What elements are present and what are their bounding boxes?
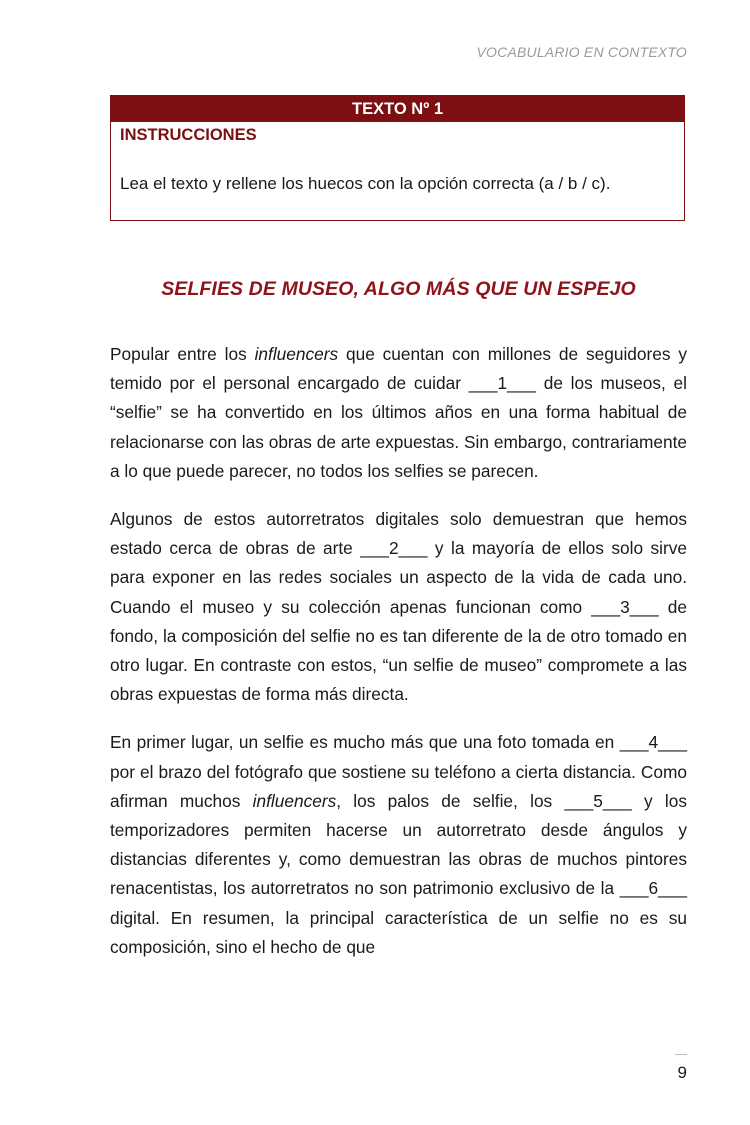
paragraph-segment: Algunos de estos autorretratos digitales solo demuestran que hemos estado cerca de obras de arte ___2___ y la mayoría de ellos solo sirve para exponer en las redes sociales un aspecto de la vida de cada uno. Cuando el museo y su colección apenas funcionan como ___3___ de fondo, la composición del selfie no es tan diferente de la de otro tomado en otro lugar. En contraste con estos, “un selfie de museo” compromete a las obras expuestas de forma más directa. [110, 509, 687, 705]
article-paragraph [110, 340, 687, 486]
instructions-text: Lea el texto y rellene los huecos con la opción correcta (a / b / c). [120, 174, 611, 193]
article-paragraph [110, 505, 687, 709]
page-number-rule [675, 1054, 687, 1055]
page-number: 9 [677, 1063, 687, 1082]
running-header: VOCABULARIO EN CONTEXTO [476, 44, 687, 60]
paragraph-segment: , los palos de selfie, los ___5___ y los temporizadores permiten hacerse un autorretrato desde ángulos y distancias diferentes y, como demuestran las obras de muchos pintores renacentistas, los autorretratos no son patrimonio exclusivo de la ___6___ digital. En resumen, la principal característica de un selfie no es su composición, sino el hecho de que [110, 790, 687, 957]
paragraph-segment: En primer lugar, un selfie es mucho más que una foto tomada en ___4___ por el brazo del fotógrafo que sostiene su teléfono a cierta distancia. Como afirman muchos [110, 732, 687, 811]
instructions-box [110, 95, 685, 221]
article-title: SELFIES DE MUSEO, ALGO MÁS QUE UN ESPEJO [161, 278, 636, 300]
instructions-subtitle: INSTRUCCIONES [120, 126, 257, 144]
paragraph-segment: Popular entre los [110, 344, 255, 364]
paragraph-segment-italic: influencers [252, 790, 337, 811]
article-body [110, 340, 687, 981]
paragraph-segment-italic: influencers [254, 344, 339, 364]
article-paragraph [110, 728, 687, 962]
paragraph-segment: que cuentan con millones de seguidores y temido por el personal encargado de cuidar ___1___ de los museos, el “selfie” se ha convertido en los últimos años en una forma habitual de relacionarse con las obras de arte expuestas. Sin embargo, contrariamente a lo que puede parecer, no todos los selfies se parecen. [110, 344, 687, 481]
instructions-box-title: TEXTO Nº 1 [111, 96, 684, 122]
